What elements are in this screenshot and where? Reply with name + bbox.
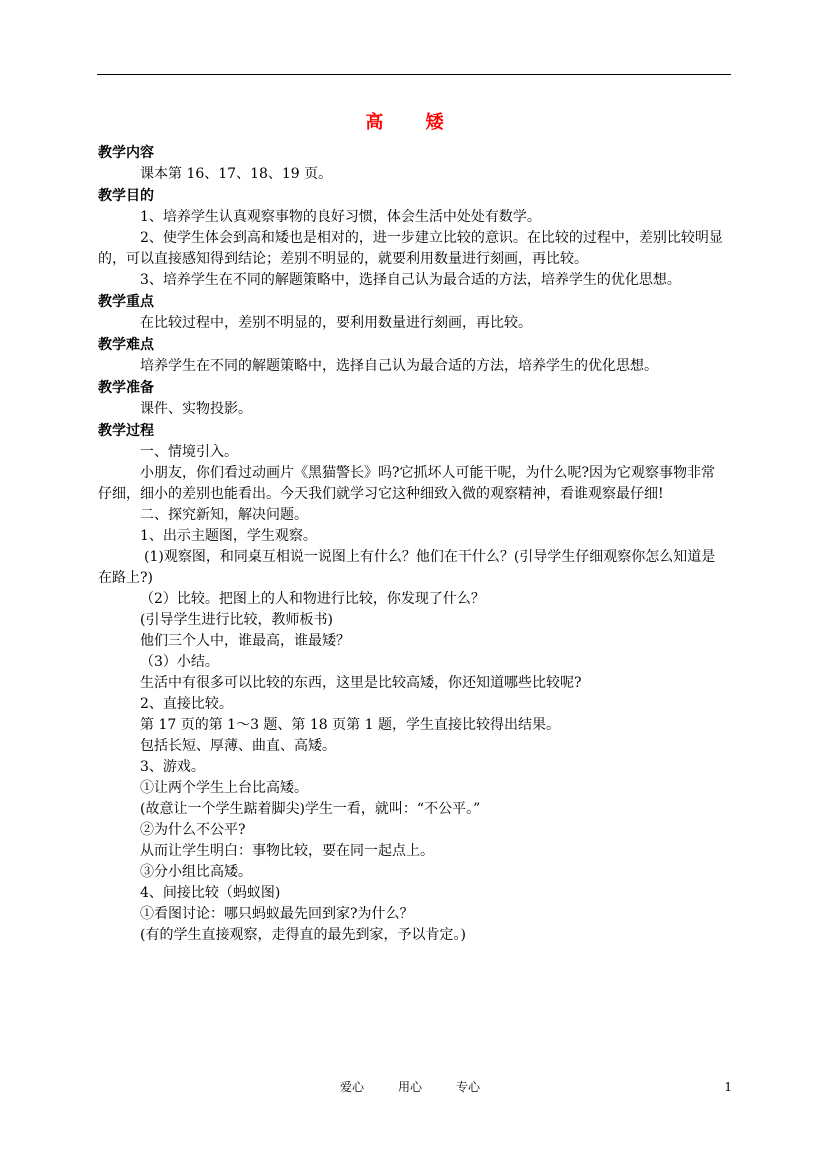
process-paragraph: 3、游戏。 <box>140 759 205 775</box>
heading-key-points: 教学重点 <box>98 294 154 310</box>
process-paragraph: ②为什么不公平? <box>140 822 246 838</box>
goal-item-1: 1、培养学生认真观察事物的良好习惯，体会生活中处处有数学。 <box>140 209 541 225</box>
process-paragraph: 从而让学生明白：事物比较，要在同一起点上。 <box>140 843 434 859</box>
process-paragraph: 生活中有很多可以比较的东西，这里是比较高矮，你还知道哪些比较呢? <box>140 675 582 691</box>
process-paragraph: 4、间接比较（蚂蚁图) <box>140 885 281 901</box>
goal-item-3: 3、培养学生在不同的解题策略中，选择自己认为最合适的方法，培养学生的优化思想。 <box>140 272 681 288</box>
process-paragraph: 小朋友，你们看过动画片《黑猫警长》吗?它抓坏人可能干呢，为什么呢?因为它观察事物非常仔细，细小的差别也能看出。今天我们就学习它这种细致入微的观察精神，看谁观察最仔细! <box>98 465 716 502</box>
footer-motto <box>340 1079 480 1095</box>
process-paragraph: 第 17 页的第 1～3 题、第 18 页第 1 题，学生直接比较得出结果。 <box>140 717 560 733</box>
heading-process: 教学过程 <box>98 423 154 439</box>
header-rule <box>97 74 731 75</box>
difficulties-text: 培养学生在不同的解题策略中，选择自己认为最合适的方法，培养学生的优化思想。 <box>140 358 658 374</box>
process-paragraph: ①让两个学生上台比高矮。 <box>140 780 308 796</box>
process-paragraph: （3）小结。 <box>140 654 219 670</box>
footer-motto-middle: 用心 <box>397 1080 422 1094</box>
teaching-content-text: 课本第 16、17、18、19 页。 <box>140 166 333 182</box>
process-paragraph: (引导学生进行比较，教师板书) <box>140 612 333 628</box>
heading-teaching-content: 教学内容 <box>98 145 154 161</box>
key-points-text: 在比较过程中，差别不明显的，要利用数量进行刻画，再比较。 <box>140 315 532 331</box>
process-paragraph: (故意让一个学生踮着脚尖)学生一看，就叫：“不公平。” <box>140 801 481 817</box>
heading-preparation: 教学准备 <box>98 380 154 396</box>
process-paragraph: 他们三个人中，谁最高，谁最矮？ <box>140 633 350 649</box>
process-paragraph: 2、直接比较。 <box>140 696 233 712</box>
process-paragraph: (有的学生直接观察，走得直的最先到家，予以肯定。) <box>140 927 466 943</box>
goal-item-2: 2、使学生体会到高和矮也是相对的，进一步建立比较的意识。在比较的过程中，差别比较明显的，可以直接感知得到结论；差别不明显的，就要利用数量进行刻画，再比较。 <box>98 230 723 267</box>
process-paragraph: ①看图讨论：哪只蚂蚁最先回到家?为什么？ <box>140 906 414 922</box>
footer-motto-left: 爱心 <box>340 1080 365 1094</box>
process-paragraph: (1)观察图，和同桌互相说一说图上有什么？他们在干什么？(引导学生仔细观察你怎么知道是在路上?) <box>98 549 716 586</box>
process-paragraph: 1、出示主题图，学生观察。 <box>140 528 317 544</box>
process-paragraph: （2）比较。把图上的人和物进行比较，你发现了什么？ <box>140 591 485 607</box>
process-paragraph: 包括长短、厚薄、曲直、高矮。 <box>140 738 336 754</box>
document-body <box>98 142 726 946</box>
process-paragraph: 一、情境引入。 <box>140 444 238 460</box>
footer-motto-right: 专心 <box>455 1080 480 1094</box>
process-paragraph: ③分小组比高矮。 <box>140 864 252 880</box>
heading-teaching-goals: 教学目的 <box>98 188 154 204</box>
heading-difficulties: 教学难点 <box>98 337 154 353</box>
page-title: 高 矮 <box>365 112 462 133</box>
process-paragraph: 二、探究新知，解决问题。 <box>140 507 308 523</box>
page-number: 1 <box>724 1080 732 1094</box>
preparation-text: 课件、实物投影。 <box>140 401 252 417</box>
